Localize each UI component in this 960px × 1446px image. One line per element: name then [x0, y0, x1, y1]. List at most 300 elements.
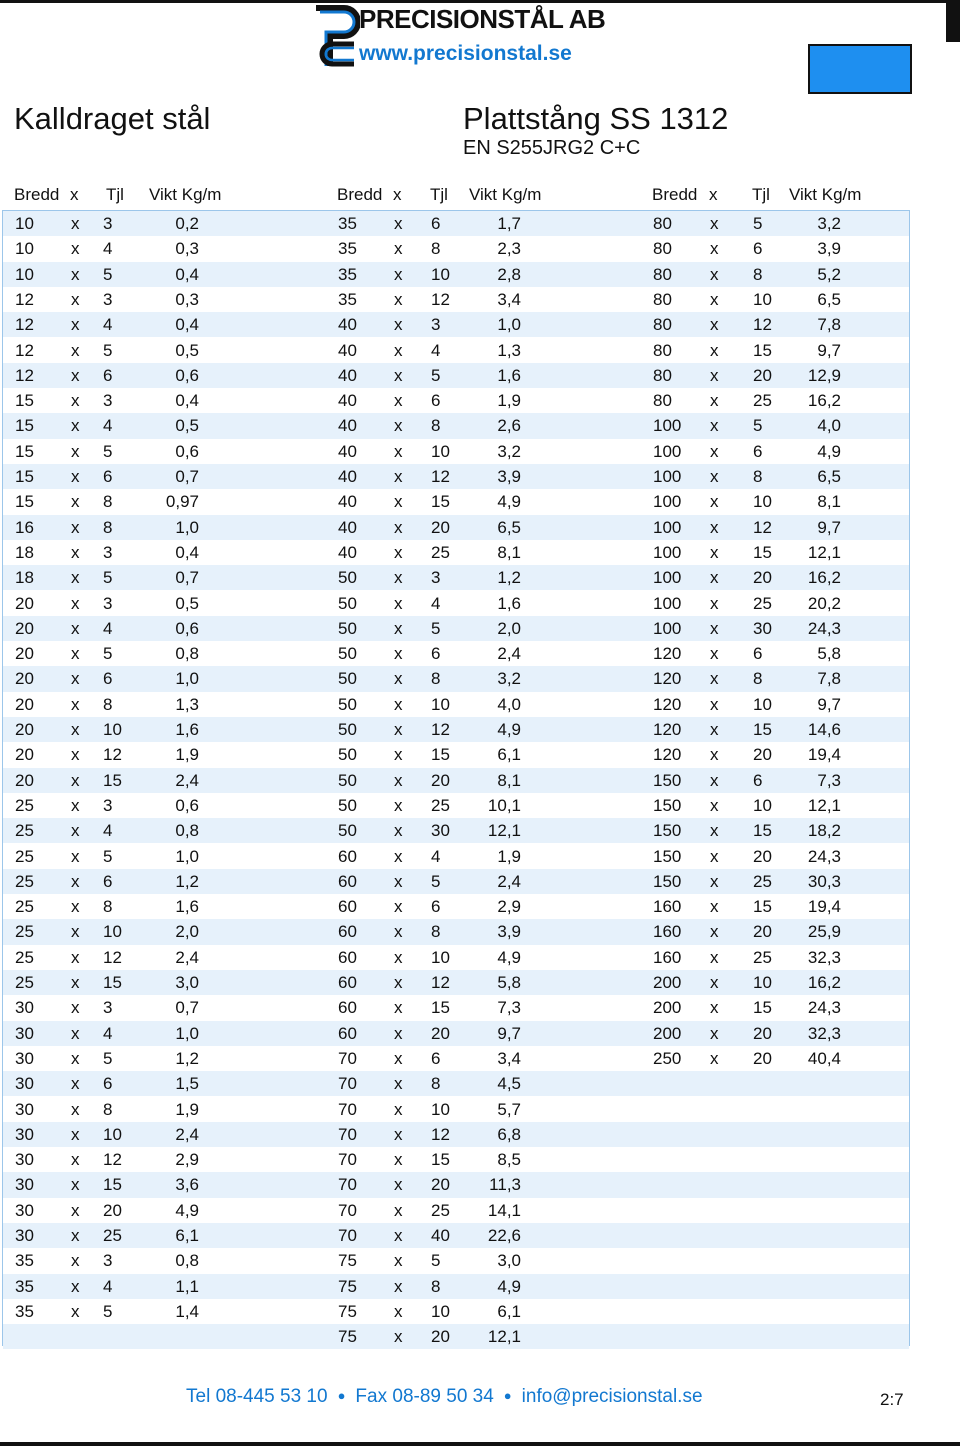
cell-tjl: 3: [103, 1251, 113, 1271]
cell-tjl: 3: [431, 315, 441, 335]
cell-tjl: 3: [103, 998, 113, 1018]
cell-vikt: 40,4: [807, 1048, 841, 1068]
cell-bredd: 70: [338, 1124, 357, 1144]
cell-x: x: [394, 239, 403, 259]
cell-tjl: 25: [753, 947, 772, 967]
cell-tjl: 6: [431, 214, 441, 233]
cell-x: x: [71, 391, 80, 411]
company-url[interactable]: www.precisionstal.se: [359, 42, 572, 65]
cell-bredd: 40: [338, 441, 357, 461]
cell-tjl: 12: [753, 315, 772, 335]
header-x: x: [709, 185, 718, 204]
cell-bredd: 25: [15, 947, 34, 967]
corner-mark: [946, 0, 960, 42]
bullet-icon: ●: [337, 1388, 346, 1403]
cell-x: x: [71, 1150, 80, 1170]
cell-bredd: 15: [15, 492, 34, 512]
cell-bredd: 100: [653, 467, 682, 486]
header-bredd: Bredd: [14, 185, 60, 204]
cell-vikt: 2,9: [497, 897, 521, 917]
cell-x: x: [71, 365, 80, 385]
cell-x: x: [71, 669, 80, 689]
cell-bredd: 60: [338, 1023, 357, 1043]
cell-x: x: [394, 517, 403, 537]
cell-tjl: 4: [103, 315, 113, 335]
cell-bredd: 10: [15, 214, 34, 233]
cell-x: x: [394, 315, 403, 335]
cell-bredd: 80: [653, 315, 672, 335]
page-number: 2:7: [880, 1390, 904, 1409]
cell-bredd: 20: [15, 593, 34, 613]
cell-x: x: [394, 1327, 403, 1347]
cell-tjl: 20: [753, 365, 772, 385]
cell-x: x: [710, 770, 719, 790]
cell-bredd: 12: [15, 315, 34, 335]
cell-bredd: 20: [15, 694, 34, 714]
cell-tjl: 3: [103, 542, 113, 562]
cell-tjl: 5: [431, 365, 441, 385]
cell-tjl: 4: [103, 821, 113, 841]
cell-x: x: [71, 492, 80, 512]
cell-tjl: 3: [103, 391, 113, 411]
cell-vikt: 1,6: [175, 720, 199, 739]
cell-bredd: 25: [15, 846, 34, 866]
cell-vikt: 2,9: [175, 1150, 199, 1170]
cell-tjl: 20: [753, 568, 772, 588]
cell-x: x: [710, 239, 719, 259]
cell-x: x: [710, 720, 719, 739]
cell-tjl: 8: [103, 492, 113, 512]
cell-bredd: 35: [338, 239, 357, 259]
cell-x: x: [71, 1023, 80, 1043]
cell-x: x: [710, 365, 719, 385]
cell-bredd: 16: [15, 517, 34, 537]
cell-bredd: 100: [653, 517, 682, 537]
cell-vikt: 16,2: [807, 568, 841, 588]
bullet-icon: ●: [503, 1388, 512, 1403]
cell-bredd: 200: [653, 998, 682, 1018]
cell-tjl: 15: [103, 1175, 122, 1195]
cell-bredd: 30: [15, 1023, 34, 1043]
cell-vikt: 0,4: [175, 542, 199, 562]
cell-vikt: 2,4: [497, 644, 521, 664]
cell-bredd: 25: [15, 871, 34, 891]
cell-x: x: [394, 1099, 403, 1119]
cell-bredd: 75: [338, 1276, 357, 1296]
cell-x: x: [710, 542, 719, 562]
cell-bredd: 18: [15, 568, 34, 588]
cell-bredd: 120: [653, 745, 682, 765]
cell-bredd: 150: [653, 871, 682, 891]
cell-x: x: [394, 1226, 403, 1245]
cell-vikt: 8,1: [817, 492, 841, 512]
cell-vikt: 19,4: [807, 745, 841, 765]
cell-bredd: 70: [338, 1099, 357, 1119]
cell-tjl: 6: [431, 391, 441, 411]
cell-tjl: 4: [103, 1276, 113, 1296]
cell-vikt: 1,6: [497, 593, 521, 613]
cell-bredd: 50: [338, 568, 357, 588]
contact-footer: [186, 1386, 703, 1408]
cell-x: x: [394, 922, 403, 942]
cell-tjl: 15: [753, 720, 772, 739]
cell-vikt: 0,4: [175, 264, 199, 284]
cell-x: x: [71, 214, 80, 233]
cell-x: x: [71, 846, 80, 866]
cell-tjl: 20: [753, 1048, 772, 1068]
cell-x: x: [71, 973, 80, 992]
cell-vikt: 2,4: [497, 871, 521, 891]
cell-x: x: [710, 391, 719, 411]
cell-bredd: 18: [15, 542, 34, 562]
cell-x: x: [394, 1251, 403, 1271]
cell-tjl: 6: [431, 897, 441, 917]
cell-tjl: 15: [431, 492, 450, 512]
cell-tjl: 5: [103, 1301, 113, 1321]
cell-tjl: 8: [431, 1074, 441, 1094]
cell-bredd: 40: [338, 340, 357, 360]
cell-vikt: 12,1: [807, 795, 841, 815]
cell-tjl: 6: [753, 239, 763, 259]
cell-vikt: 1,6: [497, 365, 521, 385]
cell-vikt: 3,9: [817, 239, 841, 259]
cell-bredd: 160: [653, 922, 682, 942]
cell-vikt: 5,2: [817, 264, 841, 284]
cell-tjl: 20: [753, 1023, 772, 1043]
cell-bredd: 30: [15, 1074, 34, 1094]
cell-x: x: [71, 1074, 80, 1094]
cell-vikt: 1,9: [175, 745, 199, 765]
cell-vikt: 14,1: [487, 1200, 521, 1220]
cell-vikt: 2,6: [497, 416, 521, 436]
cell-bredd: 120: [653, 669, 682, 689]
cell-bredd: 70: [338, 1226, 357, 1245]
cell-tjl: 10: [103, 922, 122, 942]
cell-tjl: 4: [431, 846, 441, 866]
cell-bredd: 50: [338, 745, 357, 765]
cell-bredd: 100: [653, 593, 682, 613]
cell-vikt: 1,0: [175, 846, 199, 866]
cell-x: x: [71, 1301, 80, 1321]
cell-x: x: [394, 1074, 403, 1094]
cell-vikt: 0,4: [175, 391, 199, 411]
cell-tjl: 6: [753, 770, 763, 790]
cell-tjl: 8: [103, 517, 113, 537]
cell-vikt: 3,0: [175, 973, 199, 992]
cell-bredd: 12: [15, 365, 34, 385]
cell-x: x: [71, 340, 80, 360]
header-x: x: [70, 185, 79, 204]
cell-tjl: 10: [431, 264, 450, 284]
page-title: Kalldraget stål: [14, 101, 211, 136]
cell-bredd: 40: [338, 365, 357, 385]
top-border: [0, 0, 960, 3]
cell-bredd: 25: [15, 922, 34, 942]
cell-tjl: 3: [103, 289, 113, 309]
cell-tjl: 8: [753, 669, 763, 689]
cell-vikt: 12,1: [487, 1327, 521, 1347]
cell-vikt: 4,5: [497, 1074, 521, 1094]
cell-bredd: 50: [338, 821, 357, 841]
cell-x: x: [71, 593, 80, 613]
cell-vikt: 3,4: [497, 289, 521, 309]
cell-vikt: 1,1: [175, 1276, 199, 1296]
cell-x: x: [394, 1048, 403, 1068]
cell-bredd: 20: [15, 669, 34, 689]
cell-tjl: 6: [431, 1048, 441, 1068]
cell-vikt: 18,2: [807, 821, 841, 841]
cell-tjl: 10: [753, 973, 772, 992]
cell-tjl: 15: [753, 821, 772, 841]
cell-tjl: 5: [103, 441, 113, 461]
cell-x: x: [394, 947, 403, 967]
cell-bredd: 40: [338, 492, 357, 512]
cell-bredd: 70: [338, 1175, 357, 1195]
cell-x: x: [710, 846, 719, 866]
cell-x: x: [71, 517, 80, 537]
cell-x: x: [710, 289, 719, 309]
cell-bredd: 30: [15, 1150, 34, 1170]
cell-bredd: 30: [15, 1175, 34, 1195]
cell-tjl: 10: [753, 795, 772, 815]
cell-vikt: 4,9: [817, 441, 841, 461]
cell-x: x: [394, 1200, 403, 1220]
cell-vikt: 4,9: [497, 1276, 521, 1296]
cell-bredd: 35: [15, 1276, 34, 1296]
cell-x: x: [710, 441, 719, 461]
cell-bredd: 60: [338, 846, 357, 866]
cell-vikt: 6,1: [497, 745, 521, 765]
cell-vikt: 19,4: [807, 897, 841, 917]
cell-tjl: 4: [103, 1023, 113, 1043]
cell-x: x: [710, 340, 719, 360]
cell-x: x: [710, 593, 719, 613]
cell-vikt: 12,1: [807, 542, 841, 562]
cell-bredd: 80: [653, 340, 672, 360]
cell-tjl: 25: [753, 593, 772, 613]
cell-x: x: [71, 795, 80, 815]
cell-vikt: 6,1: [175, 1226, 199, 1245]
cell-x: x: [710, 871, 719, 891]
cell-x: x: [394, 897, 403, 917]
header-bredd: Bredd: [652, 185, 698, 204]
cell-tjl: 15: [431, 1150, 450, 1170]
cell-x: x: [71, 416, 80, 436]
cell-x: x: [710, 1048, 719, 1068]
cell-x: x: [394, 568, 403, 588]
cell-tjl: 8: [103, 897, 113, 917]
cell-vikt: 12,1: [487, 821, 521, 841]
cell-bredd: 50: [338, 644, 357, 664]
cell-tjl: 10: [431, 694, 450, 714]
header-tjl: Tjl: [752, 185, 770, 204]
cell-vikt: 20,2: [807, 593, 841, 613]
cell-bredd: 100: [653, 441, 682, 461]
cell-tjl: 40: [431, 1226, 450, 1245]
cell-vikt: 1,2: [497, 568, 521, 588]
cell-vikt: 22,6: [487, 1226, 521, 1245]
cell-tjl: 4: [103, 239, 113, 259]
cell-tjl: 25: [431, 795, 450, 815]
cell-tjl: 10: [431, 1301, 450, 1321]
cell-tjl: 20: [753, 846, 772, 866]
cell-tjl: 5: [103, 340, 113, 360]
cell-vikt: 3,9: [497, 922, 521, 942]
cell-bredd: 20: [15, 618, 34, 638]
cell-bredd: 35: [338, 214, 357, 233]
cell-x: x: [71, 542, 80, 562]
cell-bredd: 35: [15, 1251, 34, 1271]
cell-x: x: [394, 770, 403, 790]
cell-x: x: [394, 669, 403, 689]
table-row: [3, 1324, 909, 1349]
cell-vikt: 2,3: [497, 239, 521, 259]
cell-bredd: 30: [15, 1048, 34, 1068]
cell-x: x: [394, 214, 403, 233]
cell-vikt: 9,7: [497, 1023, 521, 1043]
cell-x: x: [710, 214, 719, 233]
cell-vikt: 2,4: [175, 947, 199, 967]
cell-vikt: 7,8: [817, 669, 841, 689]
cell-vikt: 0,5: [175, 593, 199, 613]
cell-x: x: [71, 821, 80, 841]
cell-vikt: 1,6: [175, 897, 199, 917]
cell-tjl: 4: [431, 593, 441, 613]
cell-vikt: 8,5: [497, 1150, 521, 1170]
cell-tjl: 30: [431, 821, 450, 841]
cell-vikt: 32,3: [807, 947, 841, 967]
cell-tjl: 20: [431, 1023, 450, 1043]
cell-bredd: 100: [653, 492, 682, 512]
cell-x: x: [710, 973, 719, 992]
footer-fax: Fax 08-89 50 34: [355, 1386, 494, 1407]
cell-vikt: 11,3: [489, 1175, 521, 1195]
cell-bredd: 10: [15, 264, 34, 284]
cell-bredd: 150: [653, 846, 682, 866]
cell-vikt: 24,3: [807, 618, 841, 638]
header-vikt: Vikt Kg/m: [149, 185, 222, 204]
cell-bredd: 60: [338, 871, 357, 891]
cell-vikt: 0,3: [175, 289, 199, 309]
cell-vikt: 1,2: [175, 871, 199, 891]
cell-vikt: 4,9: [497, 720, 521, 739]
cell-vikt: 5,7: [497, 1099, 521, 1119]
cell-tjl: 5: [103, 644, 113, 664]
cell-tjl: 15: [753, 542, 772, 562]
cell-bredd: 40: [338, 517, 357, 537]
cell-bredd: 100: [653, 618, 682, 638]
cell-x: x: [394, 1023, 403, 1043]
cell-vikt: 0,8: [175, 644, 199, 664]
cell-tjl: 4: [431, 340, 441, 360]
cell-tjl: 5: [103, 264, 113, 284]
cell-tjl: 15: [431, 745, 450, 765]
cell-vikt: 25,9: [807, 922, 841, 942]
cell-bredd: 80: [653, 365, 672, 385]
cell-tjl: 10: [753, 289, 772, 309]
cell-tjl: 10: [431, 1099, 450, 1119]
cell-x: x: [71, 1226, 80, 1245]
cell-tjl: 12: [431, 1124, 450, 1144]
cell-vikt: 2,0: [497, 618, 521, 638]
cell-x: x: [710, 922, 719, 942]
cell-x: x: [394, 340, 403, 360]
cell-bredd: 70: [338, 1048, 357, 1068]
cell-tjl: 20: [431, 517, 450, 537]
cell-vikt: 0,7: [175, 998, 199, 1018]
cell-tjl: 6: [431, 644, 441, 664]
cell-x: x: [71, 289, 80, 309]
cell-vikt: 8,1: [497, 542, 521, 562]
cell-vikt: 1,3: [175, 694, 199, 714]
cell-tjl: 10: [431, 441, 450, 461]
cell-vikt: 0,97: [165, 492, 199, 512]
cell-x: x: [394, 441, 403, 461]
cell-x: x: [71, 239, 80, 259]
cell-tjl: 25: [431, 1200, 450, 1220]
cell-x: x: [71, 618, 80, 638]
cell-tjl: 20: [431, 1327, 450, 1347]
cell-x: x: [71, 644, 80, 664]
cell-tjl: 15: [103, 770, 122, 790]
cell-bredd: 50: [338, 795, 357, 815]
cell-tjl: 6: [103, 871, 113, 891]
accent-box: [808, 44, 912, 94]
cell-tjl: 5: [431, 1251, 441, 1271]
cell-bredd: 75: [338, 1327, 357, 1347]
cell-tjl: 5: [103, 846, 113, 866]
cell-bredd: 35: [338, 289, 357, 309]
cell-x: x: [710, 416, 719, 436]
cell-x: x: [710, 947, 719, 967]
cell-bredd: 150: [653, 821, 682, 841]
cell-bredd: 25: [15, 973, 34, 992]
cell-x: x: [71, 1124, 80, 1144]
cell-tjl: 12: [103, 947, 122, 967]
cell-tjl: 6: [103, 467, 113, 486]
cell-vikt: 3,0: [497, 1251, 521, 1271]
cell-vikt: 3,2: [497, 669, 521, 689]
cell-vikt: 2,8: [497, 264, 521, 284]
cell-x: x: [394, 416, 403, 436]
cell-bredd: 150: [653, 770, 682, 790]
cell-tjl: 6: [753, 441, 763, 461]
cell-x: x: [71, 315, 80, 335]
footer-email[interactable]: info@precisionstal.se: [521, 1386, 703, 1407]
cell-tjl: 30: [753, 618, 772, 638]
cell-vikt: 7,3: [497, 998, 521, 1018]
cell-tjl: 5: [103, 568, 113, 588]
cell-vikt: 32,3: [807, 1023, 841, 1043]
cell-bredd: 80: [653, 239, 672, 259]
cell-vikt: 5,8: [817, 644, 841, 664]
cell-x: x: [394, 998, 403, 1018]
cell-tjl: 10: [753, 492, 772, 512]
cell-x: x: [394, 1124, 403, 1144]
cell-x: x: [710, 644, 719, 664]
cell-vikt: 3,9: [497, 467, 521, 486]
cell-bredd: 80: [653, 289, 672, 309]
cell-x: x: [71, 998, 80, 1018]
cell-x: x: [394, 1301, 403, 1321]
cell-bredd: 30: [15, 998, 34, 1018]
cell-bredd: 100: [653, 542, 682, 562]
cell-x: x: [71, 1200, 80, 1220]
cell-vikt: 7,3: [817, 770, 841, 790]
cell-tjl: 5: [103, 1048, 113, 1068]
cell-vikt: 9,7: [817, 340, 841, 360]
cell-tjl: 5: [753, 214, 763, 233]
